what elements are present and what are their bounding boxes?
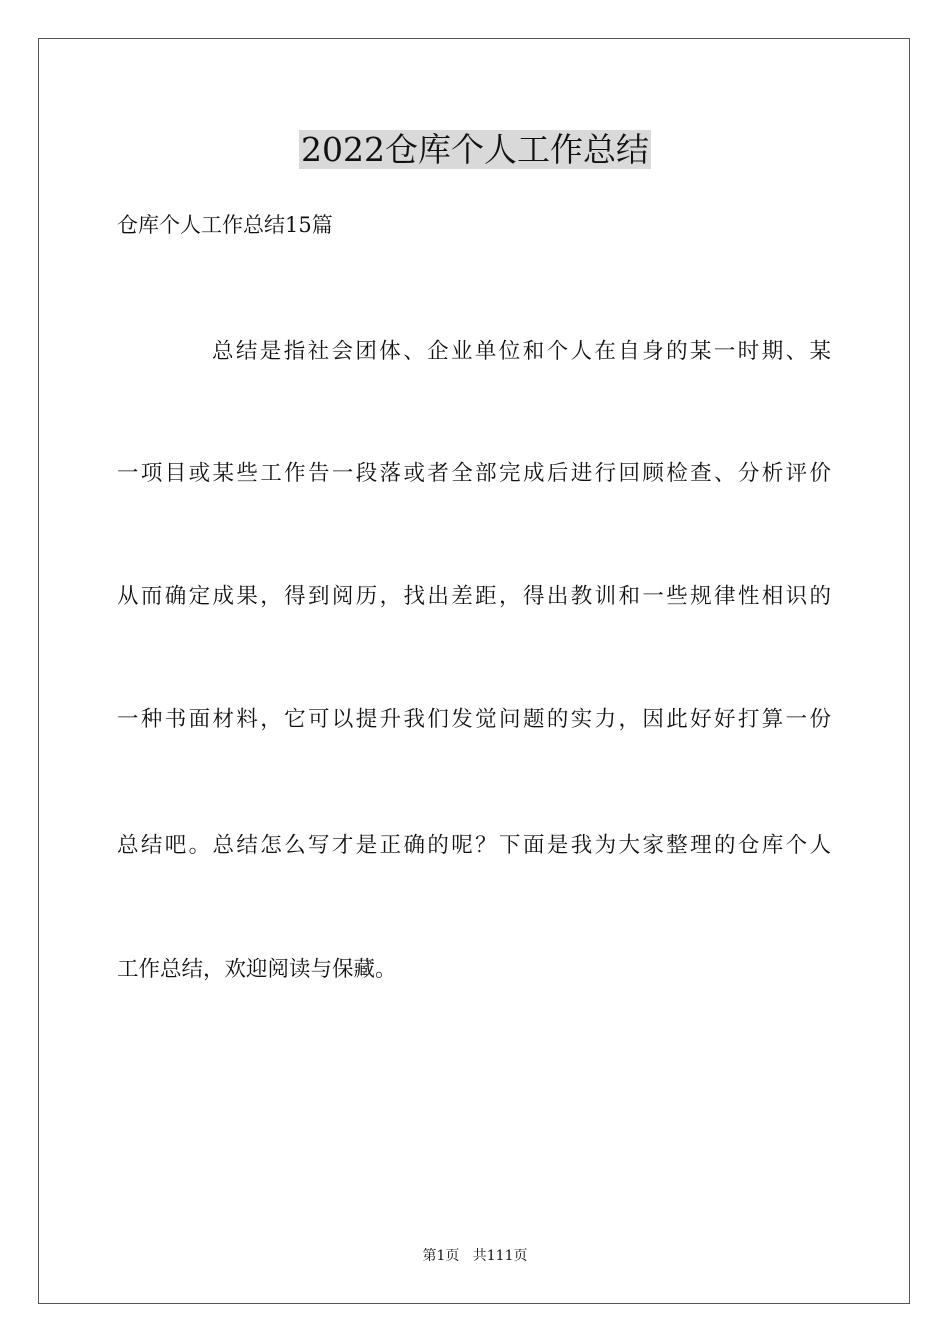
paragraph-line-6: 工作总结，欢迎阅读与保藏。 <box>117 957 397 982</box>
paragraph-line-1: 总结是指社会团体、企业单位和个人在自身的某一时期、某 <box>212 339 831 364</box>
paragraph-line-5: 总结吧。总结怎么写才是正确的呢？下面是我为大家整理的仓库个人 <box>117 833 831 858</box>
page-footer: 第1页 共111页 <box>422 1248 528 1264</box>
paragraph-line-2: 一项目或某些工作告一段落或者全部完成后进行回顾检查、分析评价 <box>117 461 831 486</box>
document-title <box>0 128 950 172</box>
document-subtitle: 仓库个人工作总结15篇 <box>117 213 333 237</box>
paragraph-line-3: 从而确定成果，得到阅历，找出差距，得出教训和一些规律性相识的 <box>117 584 831 609</box>
paragraph-line-4: 一种书面材料，它可以提升我们发觉问题的实力，因此好好打算一份 <box>117 707 831 732</box>
document-title-text: 2022仓库个人工作总结 <box>301 130 649 169</box>
